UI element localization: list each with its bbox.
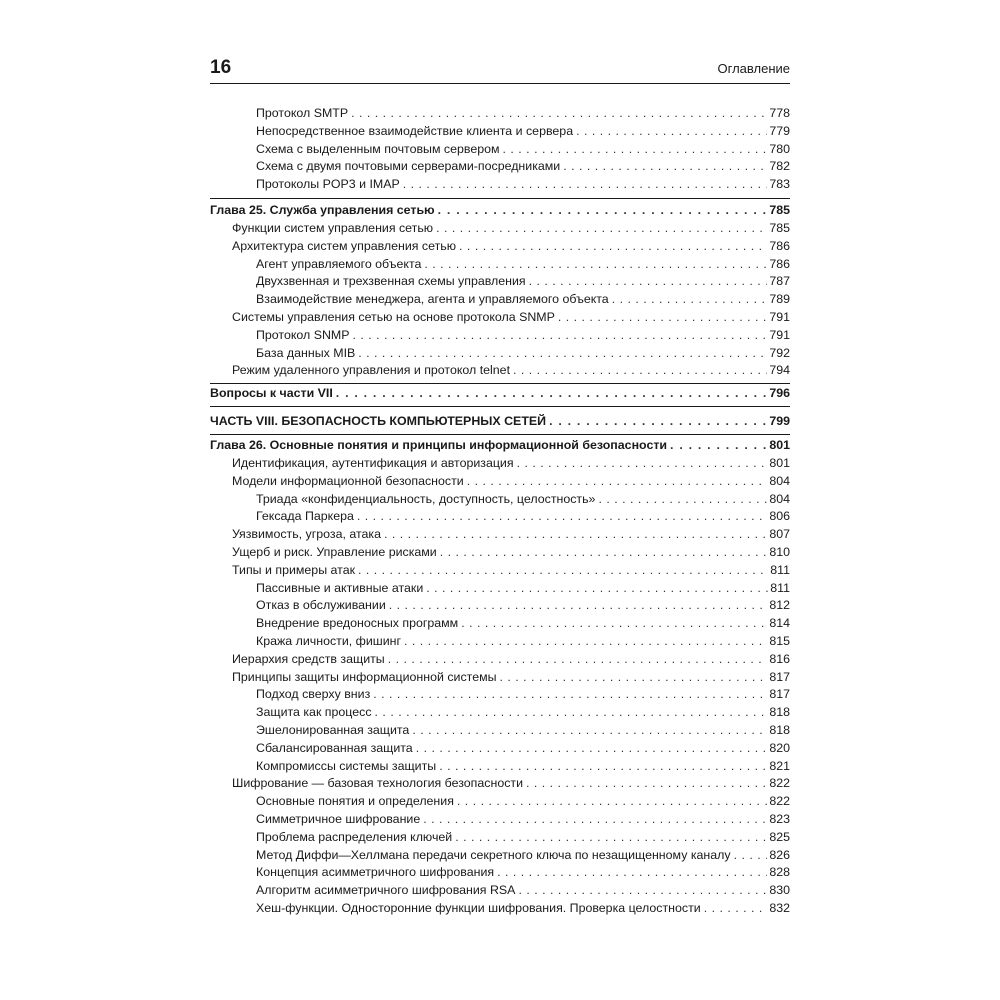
toc-entry-title: Сбалансированная защита xyxy=(256,741,413,755)
toc-entry-page: 817 xyxy=(769,670,790,684)
toc-entry-page: 806 xyxy=(769,509,790,523)
toc-entry-title: Внедрение вредоносных программ xyxy=(256,616,459,630)
toc-entry-page: 821 xyxy=(769,759,790,773)
toc-entry xyxy=(210,326,790,344)
leader-dots xyxy=(403,175,768,193)
toc-entry-title: Функции систем управления сетью xyxy=(232,221,434,235)
toc-chapter xyxy=(210,384,790,402)
leader-dots xyxy=(353,326,768,344)
header-rule xyxy=(210,83,790,84)
section-separator xyxy=(210,434,790,435)
toc-entry-title: Хеш-функции. Односторонние функции шифрования. Проверка целостности xyxy=(256,901,701,915)
toc-entry-title: Иерархия средств защиты xyxy=(232,652,385,666)
toc-entry-page: 794 xyxy=(769,363,790,377)
toc-entry xyxy=(210,290,790,308)
leader-dots xyxy=(389,596,768,614)
page-number: 16 xyxy=(210,57,232,78)
toc-entry-page: 801 xyxy=(769,438,790,452)
page-header xyxy=(210,56,790,82)
toc-entry xyxy=(210,175,790,193)
toc-entry-title: Модели информационной безопасности xyxy=(232,474,464,488)
toc-entry-page: 780 xyxy=(769,142,790,156)
toc-entry xyxy=(210,490,790,508)
toc-entry-page: 811 xyxy=(770,581,790,595)
toc-entry-page: 789 xyxy=(769,292,790,306)
toc-entry-title: Протокол SNMP xyxy=(256,328,350,342)
leader-dots xyxy=(576,122,767,140)
toc-entry xyxy=(210,140,790,158)
toc-entry-title: Основные понятия и определения xyxy=(256,794,454,808)
toc-entry-title: Гексада Паркера xyxy=(256,509,354,523)
toc-entry-page: 804 xyxy=(769,474,790,488)
toc-part xyxy=(210,412,790,430)
leader-dots xyxy=(558,308,767,326)
toc-entry-page: 792 xyxy=(769,346,790,360)
toc-entry-page: 807 xyxy=(769,527,790,541)
leader-dots xyxy=(351,104,767,122)
leader-dots xyxy=(336,384,768,402)
section-separator xyxy=(210,198,790,199)
toc-entry-title: Уязвимость, угроза, атака xyxy=(232,527,382,541)
toc-entry xyxy=(210,308,790,326)
leader-dots xyxy=(612,290,768,308)
toc-entry-page: 785 xyxy=(769,203,790,217)
leader-dots xyxy=(416,739,768,757)
toc-entry-page: 791 xyxy=(769,310,790,324)
toc-entry-title: Глава 25. Служба управления сетью xyxy=(210,203,435,217)
leader-dots xyxy=(373,685,767,703)
toc-entry xyxy=(210,543,790,561)
toc-entry-title: Подход сверху вниз xyxy=(256,687,371,701)
toc-entry-title: Компромиссы системы защиты xyxy=(256,759,437,773)
toc-entry-title: Системы управления сетью на основе протокола SNMP xyxy=(232,310,555,324)
toc-entry-title: Схема с выделенным почтовым сервером xyxy=(256,142,500,156)
leader-dots xyxy=(563,157,767,175)
toc-entry xyxy=(210,157,790,175)
toc-entry xyxy=(210,454,790,472)
toc-entry xyxy=(210,774,790,792)
toc-entry xyxy=(210,272,790,290)
toc-entry xyxy=(210,122,790,140)
toc-entry-page: 828 xyxy=(769,865,790,879)
toc-entry-title: Вопросы к части VII xyxy=(210,386,333,400)
leader-dots xyxy=(358,344,767,362)
toc-entry xyxy=(210,219,790,237)
toc-entry xyxy=(210,237,790,255)
leader-dots xyxy=(549,412,767,430)
leader-dots xyxy=(497,863,767,881)
leader-dots xyxy=(500,668,768,686)
toc-entry xyxy=(210,685,790,703)
leader-dots xyxy=(426,579,768,597)
leader-dots xyxy=(457,792,767,810)
toc-entry-title: Кража личности, фишинг xyxy=(256,634,401,648)
leader-dots xyxy=(459,237,767,255)
toc-entry-title: Симметричное шифрование xyxy=(256,812,421,826)
toc-entry-title: Протоколы POP3 и IMAP xyxy=(256,177,400,191)
leader-dots xyxy=(440,543,768,561)
leader-dots xyxy=(412,721,767,739)
toc-entry xyxy=(210,828,790,846)
toc-entry-title: ЧАСТЬ VIII. БЕЗОПАСНОСТЬ КОМПЬЮТЕРНЫХ СЕТЕЙ xyxy=(210,414,547,428)
toc-entry-page: 823 xyxy=(769,812,790,826)
toc-entry-title: Принципы защиты информационной системы xyxy=(232,670,497,684)
toc-entry xyxy=(210,721,790,739)
toc-entry-page: 818 xyxy=(769,705,790,719)
toc-entry xyxy=(210,472,790,490)
toc-entry-page: 801 xyxy=(769,456,790,470)
toc-entry-page: 786 xyxy=(769,257,790,271)
toc-entry-page: 783 xyxy=(769,177,790,191)
leader-dots xyxy=(467,472,768,490)
toc-entry xyxy=(210,632,790,650)
toc-entry-page: 786 xyxy=(769,239,790,253)
toc-entry xyxy=(210,614,790,632)
leader-dots xyxy=(388,650,768,668)
toc-entry-title: Типы и примеры атак xyxy=(232,563,356,577)
toc-entry-page: 791 xyxy=(769,328,790,342)
toc-entry xyxy=(210,810,790,828)
toc-entry-title: Защита как процесс xyxy=(256,705,372,719)
leader-dots xyxy=(526,774,767,792)
toc-entry xyxy=(210,561,790,579)
toc-entry-page: 822 xyxy=(769,776,790,790)
toc-entry xyxy=(210,757,790,775)
leader-dots xyxy=(704,899,768,917)
toc-entry-title: Проблема распределения ключей xyxy=(256,830,453,844)
toc-chapter xyxy=(210,436,790,454)
toc-entry-page: 811 xyxy=(770,563,790,577)
toc-chapter xyxy=(210,201,790,219)
toc-entry-page: 818 xyxy=(769,723,790,737)
toc-entry-page: 810 xyxy=(769,545,790,559)
toc-entry-title: Концепция асимметричного шифрования xyxy=(256,865,495,879)
toc-entry-page: 782 xyxy=(769,159,790,173)
leader-dots xyxy=(513,361,767,379)
toc-entry-page: 804 xyxy=(769,492,790,506)
toc-entry-page: 820 xyxy=(769,741,790,755)
toc-entry-page: 778 xyxy=(769,106,790,120)
leader-dots xyxy=(436,219,767,237)
leader-dots xyxy=(734,846,768,864)
toc-entry xyxy=(210,507,790,525)
toc-entry-page: 825 xyxy=(769,830,790,844)
toc-entry-page: 799 xyxy=(769,414,790,428)
toc-entry xyxy=(210,255,790,273)
toc-entry-title: Взаимодействие менеджера, агента и управляемого объекта xyxy=(256,292,609,306)
toc-entry xyxy=(210,579,790,597)
leader-dots xyxy=(404,632,767,650)
leader-dots xyxy=(670,436,767,454)
toc-entry-title: Схема с двумя почтовыми серверами-посредниками xyxy=(256,159,561,173)
toc-entry-title: Глава 26. Основные понятия и принципы информационной безопасности xyxy=(210,438,668,452)
toc-entry-title: Ущерб и риск. Управление рисками xyxy=(232,545,437,559)
toc-entry xyxy=(210,668,790,686)
toc-entry-page: 815 xyxy=(769,634,790,648)
toc-entry-page: 814 xyxy=(769,616,790,630)
leader-dots xyxy=(357,507,767,525)
leader-dots xyxy=(439,757,767,775)
toc-entry-title: Архитектура систем управления сетью xyxy=(232,239,457,253)
running-head: Оглавление xyxy=(717,61,790,76)
leader-dots xyxy=(598,490,767,508)
toc-entry-title: Режим удаленного управления и протокол telnet xyxy=(232,363,511,377)
toc-entry-page: 816 xyxy=(769,652,790,666)
toc-entry xyxy=(210,899,790,917)
leader-dots xyxy=(384,525,767,543)
toc-entry-page: 785 xyxy=(769,221,790,235)
toc-entry-title: Протокол SMTP xyxy=(256,106,349,120)
toc-entry-title: Триада «конфиденциальность, доступность, целостность» xyxy=(256,492,596,506)
toc-entry-title: Агент управляемого объекта xyxy=(256,257,422,271)
toc-entry xyxy=(210,703,790,721)
toc-entry-title: Непосредственное взаимодействие клиента и сервера xyxy=(256,124,574,138)
leader-dots xyxy=(503,140,768,158)
leader-dots xyxy=(423,810,767,828)
section-separator xyxy=(210,406,790,407)
toc-entry-title: Пассивные и активные атаки xyxy=(256,581,424,595)
leader-dots xyxy=(461,614,767,632)
leader-dots xyxy=(424,255,767,273)
toc-entry xyxy=(210,344,790,362)
leader-dots xyxy=(517,454,768,472)
toc-entry-title: Алгоритм асимметричного шифрования RSA xyxy=(256,883,516,897)
toc-entry xyxy=(210,104,790,122)
leader-dots xyxy=(375,703,768,721)
toc-entry-page: 826 xyxy=(769,848,790,862)
toc-entry xyxy=(210,881,790,899)
toc-entry-title: База данных MIB xyxy=(256,346,356,360)
toc-entry-title: Метод Диффи—Хеллмана передачи секретного ключа по незащищенному каналу xyxy=(256,848,731,862)
toc-entry-page: 832 xyxy=(769,901,790,915)
leader-dots xyxy=(455,828,767,846)
toc-entry-title: Идентификация, аутентификация и авторизация xyxy=(232,456,514,470)
toc-entry-page: 812 xyxy=(769,598,790,612)
toc-entry xyxy=(210,863,790,881)
toc-entry xyxy=(210,361,790,379)
leader-dots xyxy=(358,561,768,579)
toc-entry-title: Отказ в обслуживании xyxy=(256,598,386,612)
toc-entry xyxy=(210,739,790,757)
toc-entry xyxy=(210,846,790,864)
toc-entry xyxy=(210,525,790,543)
leader-dots xyxy=(438,201,768,219)
toc-entry xyxy=(210,596,790,614)
toc-entry-page: 796 xyxy=(769,386,790,400)
toc-entry xyxy=(210,650,790,668)
leader-dots xyxy=(529,272,768,290)
toc-entry xyxy=(210,792,790,810)
toc-entry-page: 830 xyxy=(769,883,790,897)
toc-entry-title: Двухзвенная и трехзвенная схемы управления xyxy=(256,274,526,288)
toc-entry-page: 822 xyxy=(769,794,790,808)
toc-entry-page: 779 xyxy=(769,124,790,138)
toc-entry-title: Шифрование — базовая технология безопасности xyxy=(232,776,523,790)
toc-entry-title: Эшелонированная защита xyxy=(256,723,410,737)
toc-entry-page: 817 xyxy=(769,687,790,701)
leader-dots xyxy=(518,881,767,899)
toc-entry-page: 787 xyxy=(769,274,790,288)
